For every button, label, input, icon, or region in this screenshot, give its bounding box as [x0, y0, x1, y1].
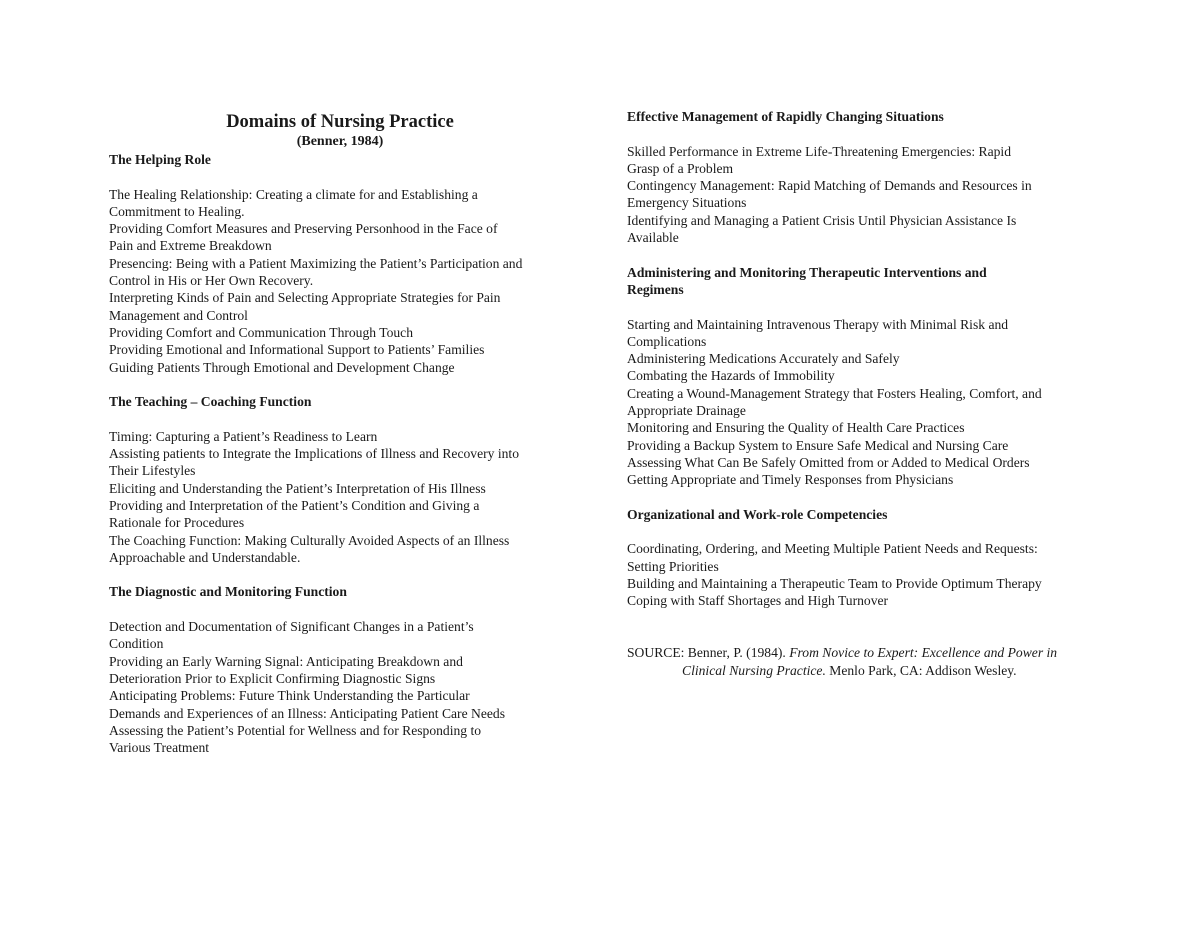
heading-gap — [109, 601, 579, 618]
heading-gap — [627, 125, 1097, 142]
heading-gap — [109, 168, 579, 185]
competency-item: Contingency Management: Rapid Matching of Demands and Resources in Emergency Situations — [627, 178, 1032, 211]
competency-item: The Healing Relationship: Creating a climate for and Establishing a Commitment to Healing. — [109, 186, 478, 219]
competency-item: Coping with Staff Shortages and High Turnover — [627, 593, 889, 609]
competency-item: Coordinating, Ordering, and Meeting Multiple Patient Needs and Requests: Setting Priorities — [627, 541, 1038, 574]
competency-item: Providing an Early Warning Signal: Anticipating Breakdown and Deterioration Prior to Explicit Confirming Diagnostic Signs — [109, 653, 463, 686]
section-heading: The Diagnostic and Monitoring Function — [109, 584, 347, 600]
section-heading: The Teaching – Coaching Function — [109, 394, 312, 410]
heading-gap — [627, 523, 1097, 540]
competency-item: Identifying and Managing a Patient Crisis Until Physician Assistance Is Available — [627, 212, 1017, 246]
competency-item: Providing Comfort and Communication Through Touch — [109, 324, 414, 340]
competency-item: Presencing: Being with a Patient Maximizing the Patient’s Participation and Control in His or Her Own Recovery. — [109, 255, 523, 289]
spacer — [627, 610, 1097, 627]
competency-item: The Coaching Function: Making Culturally Avoided Aspects of an Illness Approachable and Understandable. — [109, 532, 510, 565]
section-gap — [627, 489, 1097, 506]
source-book-title: From Novice to Expert: Excellence and Power in Clinical Nursing Practice. — [682, 645, 1058, 678]
competency-item: Providing Emotional and Informational Support to Patients’ Families — [109, 342, 485, 358]
competency-item: Getting Appropriate and Timely Responses from Physicians — [627, 472, 954, 488]
competency-item: Anticipating Problems: Future Think Understanding the Particular Demands and Experiences of an Illness: Anticipating Patient Care Needs — [109, 688, 505, 721]
competency-item: Providing and Interpretation of the Patient’s Condition and Giving a Rationale for Procedures — [109, 497, 480, 531]
left-column — [109, 110, 579, 756]
page-title: Domains of Nursing Practice — [226, 112, 454, 132]
competency-item: Providing a Backup System to Ensure Safe Medical and Nursing Care — [627, 437, 1009, 453]
section-heading: Organizational and Work-role Competencies — [627, 506, 888, 522]
competency-item: Eliciting and Understanding the Patient’s Interpretation of His Illness — [109, 480, 486, 496]
heading-gap — [627, 298, 1097, 315]
competency-item: Interpreting Kinds of Pain and Selecting Appropriate Strategies for Pain Management and Control — [109, 290, 501, 323]
competency-item: Detection and Documentation of Significant Changes in a Patient’s Condition — [109, 619, 474, 652]
section-gap — [627, 246, 1097, 263]
source-prefix: SOURCE: Benner, P. (1984). — [627, 645, 790, 661]
competency-item: Skilled Performance in Extreme Life-Threatening Emergencies: Rapid Grasp of a Problem — [627, 143, 1012, 176]
competency-item: Assessing What Can Be Safely Omitted from or Added to Medical Orders — [627, 454, 1030, 470]
competency-item: Assessing the Patient’s Potential for Wellness and for Responding to Various Treatment — [109, 722, 482, 756]
right-column — [627, 108, 1097, 679]
source-citation — [627, 644, 1097, 679]
competency-item: Providing Comfort Measures and Preserving Personhood in the Face of Pain and Extreme Breakdown — [109, 221, 498, 254]
heading-gap — [109, 410, 579, 427]
page-subtitle: (Benner, 1984) — [296, 134, 384, 149]
competency-item: Assisting patients to Integrate the Implications of Illness and Recovery into Their Lifestyles — [109, 446, 519, 479]
section-heading: Effective Management of Rapidly Changing Situations — [627, 109, 944, 124]
section-heading: The Helping Role — [109, 152, 211, 167]
right-sections — [627, 108, 1097, 610]
competency-item: Monitoring and Ensuring the Quality of Health Care Practices — [627, 420, 965, 436]
source-suffix: Menlo Park, CA: Addison Wesley. — [825, 662, 1017, 678]
competency-item: Combating the Hazards of Immobility — [627, 368, 835, 384]
competency-item: Building and Maintaining a Therapeutic Team to Provide Optimum Therapy — [627, 576, 1042, 592]
competency-item: Timing: Capturing a Patient’s Readiness to Learn — [109, 428, 378, 444]
section-gap — [109, 376, 579, 393]
competency-item: Guiding Patients Through Emotional and Development Change — [109, 359, 455, 375]
section-gap — [109, 566, 579, 583]
left-sections — [109, 151, 579, 756]
competency-item: Starting and Maintaining Intravenous Therapy with Minimal Risk and Complications — [627, 316, 1009, 349]
competency-item: Creating a Wound-Management Strategy that Fosters Healing, Comfort, and Appropriate Drainage — [627, 385, 1042, 419]
spacer — [627, 627, 1097, 644]
competency-item: Administering Medications Accurately and Safely — [627, 351, 900, 367]
section-heading: Administering and Monitoring Therapeutic Interventions and Regimens — [627, 264, 987, 297]
